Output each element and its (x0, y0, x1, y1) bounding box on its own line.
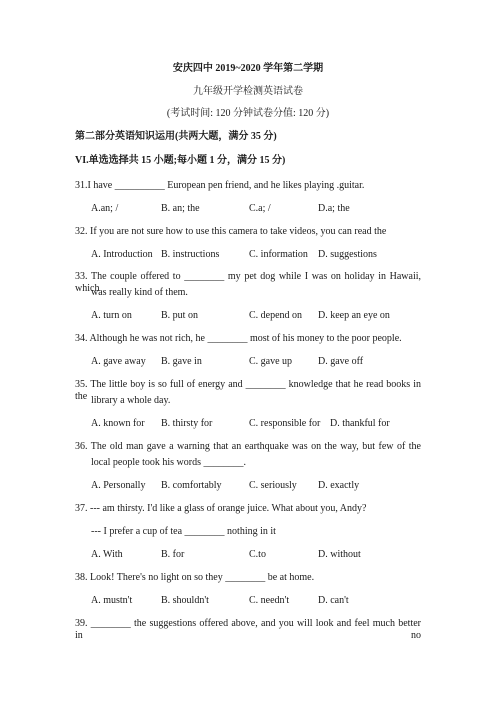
q36-option-a[interactable]: A. Personally (91, 480, 146, 491)
question-31-stem: 31.I have __________ European pen friend, and he likes playing .guitar. (75, 180, 365, 191)
part-title: 第二部分英语知识运用(共两大题，满分 35 分) (75, 131, 277, 142)
q32-option-a[interactable]: A. Introduction (91, 249, 153, 260)
q34-option-d[interactable]: D. gave off (318, 356, 364, 367)
q35-option-c[interactable]: C. responsible for (249, 418, 321, 429)
section-title: VI.单选选择共 15 小题;每小题 1 分，满分 15 分) (75, 155, 286, 166)
q38-option-b[interactable]: B. shouldn't (161, 595, 209, 606)
question-38-stem: 38. Look! There's no light on so they ________ be at home. (75, 572, 315, 583)
q35-option-d[interactable]: D. thankful for (330, 418, 390, 429)
exam-info: (考试时间: 120 分钟试卷分值: 120 分) (166, 108, 330, 119)
q35-option-a[interactable]: A. known for (91, 418, 145, 429)
q32-option-c[interactable]: C. information (249, 249, 308, 260)
q37-option-c[interactable]: C.to (249, 549, 266, 560)
q33-option-d[interactable]: D. keep an eye on (318, 310, 390, 321)
question-33-stem: 33. The couple offered to ________ my pet dog while I was on holiday in Hawaii, which (75, 271, 421, 294)
q34-option-b[interactable]: B. gave in (161, 356, 202, 367)
q31-option-d[interactable]: D.a; the (318, 203, 350, 214)
q38-option-d[interactable]: D. can't (318, 595, 349, 606)
q35-option-b[interactable]: B. thirsty for (161, 418, 213, 429)
q38-option-c[interactable]: C. needn't (249, 595, 290, 606)
question-37-reply: --- I prefer a cup of tea ________ nothing in it (91, 526, 276, 537)
q33-option-a[interactable]: A. turn on (91, 310, 132, 321)
q31-option-c[interactable]: C.a; / (249, 203, 271, 214)
q38-option-a[interactable]: A. mustn't (91, 595, 133, 606)
question-35-stem-cont: library a whole day. (91, 395, 171, 406)
question-37-stem: 37. --- am thirsty. I'd like a glass of orange juice. What about you, Andy? (75, 503, 367, 514)
question-32-stem: 32. If you are not sure how to use this camera to take videos, you can read the (75, 226, 387, 237)
q36-option-b[interactable]: B. comfortably (161, 480, 222, 491)
q36-option-c[interactable]: C. seriously (249, 480, 297, 491)
q37-option-b[interactable]: B. for (161, 549, 185, 560)
q32-option-b[interactable]: B. instructions (161, 249, 220, 260)
question-36-stem: 36. The old man gave a warning that an earthquake was on the way, but few of the (75, 441, 421, 452)
q33-option-c[interactable]: C. depend on (249, 310, 303, 321)
exam-title: 安庆四中 2019~2020 学年第二学期 (172, 63, 324, 74)
question-36-stem-cont: local people took his words ________. (91, 457, 246, 468)
q31-option-b[interactable]: B. an; the (161, 203, 200, 214)
q34-option-c[interactable]: C. gave up (249, 356, 293, 367)
question-33-stem-cont: was really kind of them. (91, 287, 188, 298)
exam-subtitle: 九年级开学检测英语试卷 (193, 86, 303, 97)
q31-option-a[interactable]: A.an; / (91, 203, 119, 214)
question-34-stem: 34. Although he was not rich, he ________ most of his money to the poor people. (75, 333, 402, 344)
question-39-stem: 39. ________ the suggestions offered above, and you will look and feel much better in no (75, 618, 421, 641)
q33-option-b[interactable]: B. put on (161, 310, 198, 321)
q37-option-a[interactable]: A. With (91, 549, 123, 560)
q37-option-d[interactable]: D. without (318, 549, 361, 560)
q36-option-d[interactable]: D. exactly (318, 480, 360, 491)
q34-option-a[interactable]: A. gave away (91, 356, 146, 367)
question-35-stem: 35. The little boy is so full of energy and ________ knowledge that he read books in the (75, 379, 421, 402)
q32-option-d[interactable]: D. suggestions (318, 249, 377, 260)
